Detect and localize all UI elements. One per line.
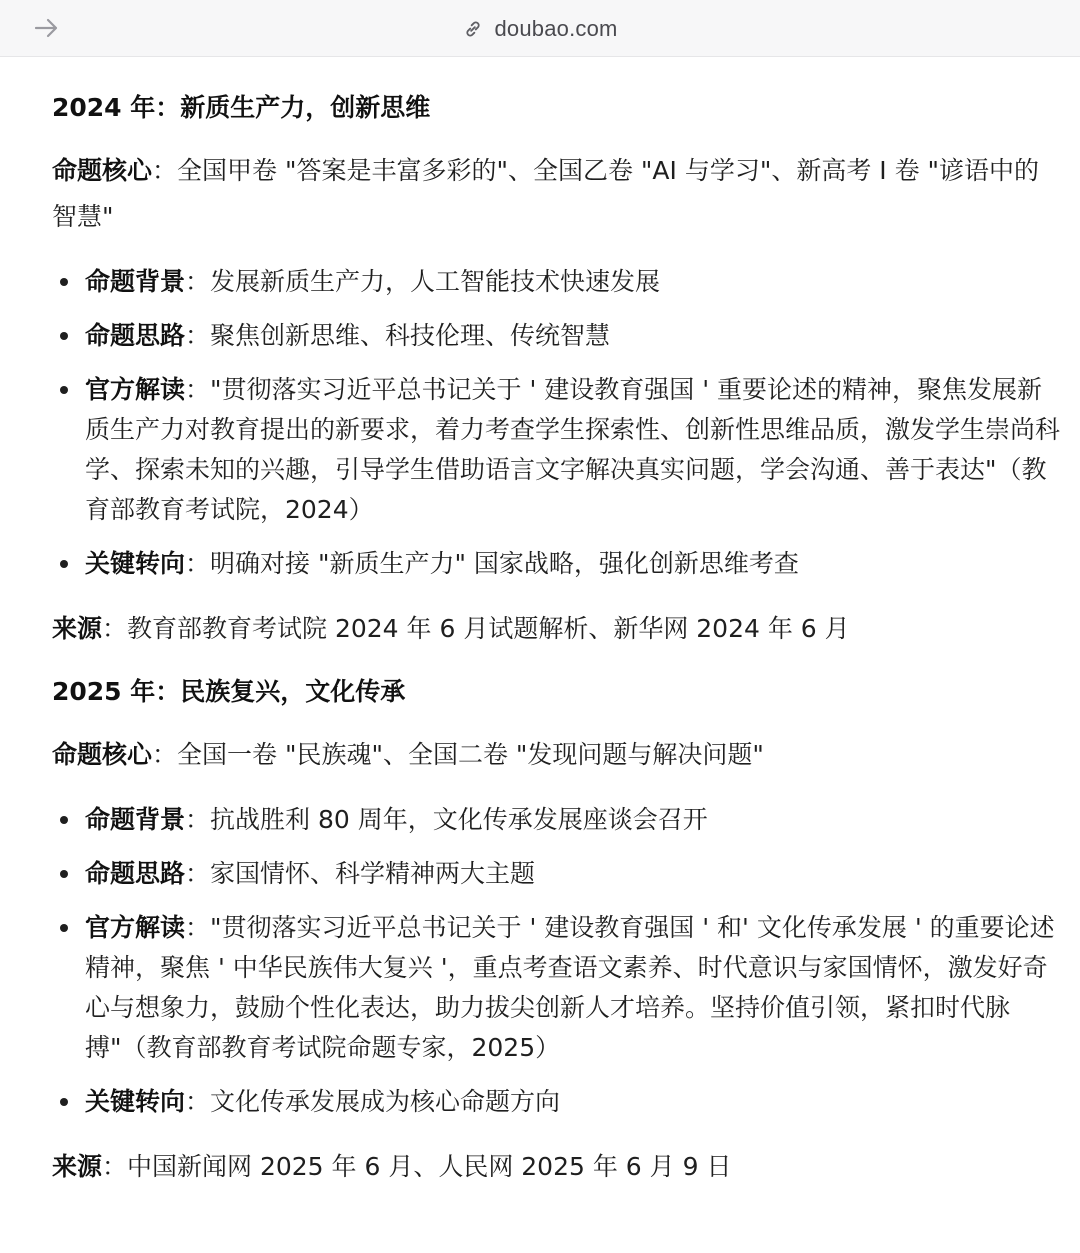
point-label: 命题思路 [85,321,186,350]
point-label: 关键转向 [85,1087,186,1116]
point-label: 官方解读 [85,375,186,404]
address-bar[interactable] [0,14,1080,44]
point-text: ：明确对接 "新质生产力" 国家战略，强化创新思维考查 [185,549,799,578]
list-item [52,908,1062,1068]
point-text: ："贯彻落实习近平总书记关于 ' 建设教育强国 ' 重要论述的精神，聚焦发展新质生产力对教育提出的新要求，着力考查学生探索性、创新性思维品质，激发学生崇尚科学、探索未知的兴趣，引导学生借助语言文字解决真实问题，学会沟通、善于表达"（教育部教育考试院，2024） [85,375,1061,524]
url-text: doubao.com [494,16,618,41]
section-2024 [52,90,1062,652]
section-title: 2025 年：民族复兴，文化传承 [52,677,406,706]
list-item [52,544,1062,584]
source-label: 来源 [52,1152,103,1181]
point-text: ：抗战胜利 80 周年，文化传承发展座谈会召开 [185,805,708,834]
core-label: 命题核心 [52,156,153,185]
article-content [52,90,1062,1190]
list-item [52,316,1062,356]
list-item [52,854,1062,894]
source-label: 来源 [52,614,103,643]
source-paragraph [52,1144,1062,1190]
point-text: ：聚焦创新思维、科技伦理、传统智慧 [185,321,611,350]
core-text: ：全国甲卷 "答案是丰富多彩的"、全国乙卷 "AI 与学习"、新高考 I 卷 "谚语中的智慧" [52,156,1040,231]
core-paragraph [52,732,1062,778]
list-item [52,800,1062,840]
source-text: ：中国新闻网 2025 年 6 月、人民网 2025 年 6 月 9 日 [102,1152,732,1181]
list-item [52,370,1062,530]
point-label: 命题思路 [85,859,186,888]
browser-top-bar [0,0,1080,57]
point-text: ：家国情怀、科学精神两大主题 [185,859,536,888]
section-2025 [52,674,1062,1190]
point-text: ：文化传承发展成为核心命题方向 [185,1087,561,1116]
points-list [52,800,1062,1122]
link-icon [462,18,484,40]
section-title: 2024 年：新质生产力，创新思维 [52,93,431,122]
source-text: ：教育部教育考试院 2024 年 6 月试题解析、新华网 2024 年 6 月 [102,614,850,643]
point-text: ：发展新质生产力，人工智能技术快速发展 [185,267,661,296]
point-label: 官方解读 [85,913,186,942]
point-label: 命题背景 [85,267,186,296]
point-text: ："贯彻落实习近平总书记关于 ' 建设教育强国 ' 和' 文化传承发展 ' 的重要论述精神，聚焦 ' 中华民族伟大复兴 '，重点考查语文素养、时代意识与家国情怀，激发好奇心与想象力，鼓励个性化表达，助力拔尖创新人才培养。坚持价值引领，紧扣时代脉搏"（教育部教育考试院命题专家，2025） [85,913,1055,1062]
point-label: 关键转向 [85,549,186,578]
list-item [52,1082,1062,1122]
list-item [52,262,1062,302]
points-list [52,262,1062,584]
source-paragraph [52,606,1062,652]
core-paragraph [52,148,1062,240]
core-label: 命题核心 [52,740,153,769]
point-label: 命题背景 [85,805,186,834]
core-text: ：全国一卷 "民族魂"、全国二卷 "发现问题与解决问题" [152,740,764,769]
